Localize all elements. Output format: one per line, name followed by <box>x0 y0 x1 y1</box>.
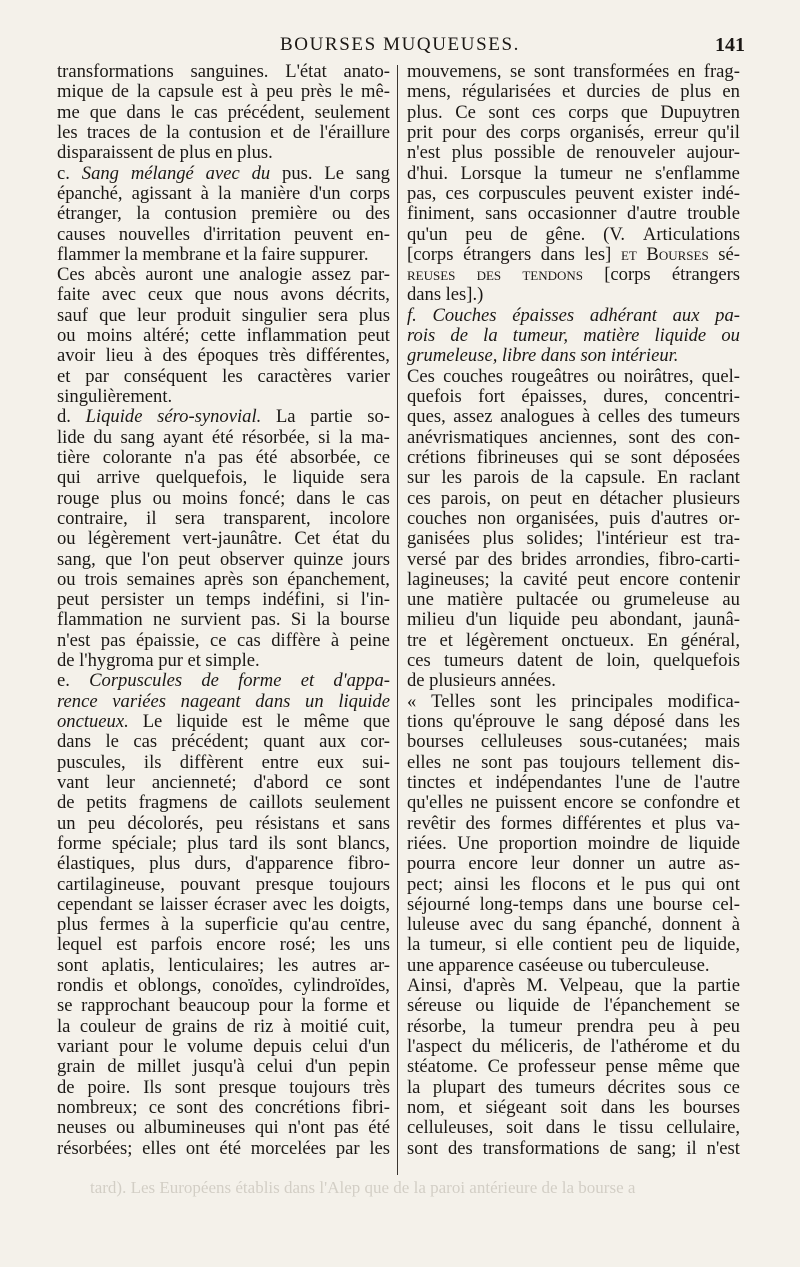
text-line: bourses celluleuses sous-cutanées; mais <box>407 731 740 753</box>
text-line: grumeleuse, libre dans son intérieur. <box>407 345 679 367</box>
text-line: disparaissent de plus en plus. <box>57 142 273 164</box>
text-line: étranger, la contusion première ou des <box>57 203 390 225</box>
text-line: résorbe, la tumeur prendra peu à peu <box>407 1015 740 1037</box>
text-line: une matière pultacée ou grumeleuse au <box>407 589 740 611</box>
text-line: transformations sanguines. L'état anato- <box>57 61 390 82</box>
text-line: forme spéciale; plus tard ils sont blancs, <box>57 832 390 854</box>
text-line: sang, que l'on peut observer quinze jours <box>57 548 390 570</box>
text-line: la tumeur, si elle contient peu de liquide, <box>407 934 740 956</box>
text-line: séjourné long-temps dans une bourse cel- <box>407 893 740 915</box>
running-header <box>55 34 745 62</box>
text-line: singulièrement. <box>57 386 173 407</box>
text-line: finiment, sans occasionner d'autre trouble <box>407 203 740 225</box>
text-line: lequel est parfois encore rosé; les uns <box>57 934 390 956</box>
text-line: Ces couches rougeâtres ou noirâtres, quel- <box>407 365 740 387</box>
text-line: flammer la membrane et la faire suppurer. <box>57 243 369 265</box>
text-line: cartilagineuse, pouvant presque toujours <box>57 873 390 895</box>
text-line: n'est plus possible de renouveler aujour- <box>407 142 740 164</box>
text-line: milieu d'un liquide peu abondant, jaunâ- <box>407 609 740 631</box>
text-line: crétions fibrineuses qui se sont déposées <box>407 446 740 468</box>
text-line: onctueux. Le liquide est le même que <box>57 711 390 732</box>
text-line: ou trois semaines après son épanchement, <box>57 568 390 590</box>
text-line: couches non organisées, puis d'autres or- <box>407 507 740 529</box>
text-line: revêtir des formes différentes et plus va- <box>407 812 740 834</box>
text-line: et par conséquent les caractères varier <box>57 365 390 387</box>
text-line: dans les].) <box>407 284 484 306</box>
running-title: BOURSES MUQUEUSES. <box>280 34 520 55</box>
text-line: Ainsi, d'après M. Velpeau, que la partie <box>407 975 740 997</box>
text-line: ces parois, on peut en détacher plusieurs <box>407 487 740 509</box>
text-line: élastiques, plus durs, d'apparence fibro- <box>57 853 390 875</box>
text-line: flammation ne survient pas. Si la bourse <box>57 609 390 631</box>
text-line: anévrismatiques anciennes, sont des con- <box>407 426 740 448</box>
text-line: peut persister un temps indéfini, si l'in- <box>57 589 390 611</box>
text-line: avoir lieu à des époques très différentes, <box>57 345 390 367</box>
text-line: dans le cas précédent; quant aux cor- <box>57 731 390 753</box>
bleed-through-text: tard). Les Européens établis dans l'Alep que de la paroi antérieure de la bourse a <box>90 1178 636 1197</box>
text-line: pect; ainsi les flocons et le pus qui ont <box>407 873 740 895</box>
text-line: une apparence caséeuse ou tuberculeuse. <box>407 954 710 976</box>
text-line: rois de la tumeur, matière liquide ou <box>407 325 740 347</box>
text-line: qu'elles ne puissent encore se confondre et <box>407 792 740 814</box>
text-line: l'aspect du méliceris, de l'athérome et du <box>407 1036 740 1057</box>
text-line: pas, ces corpuscules peuvent exister indé- <box>407 182 740 204</box>
text-line: n'est pas épaissie, ce cas diffère à peine <box>57 629 390 651</box>
text-line: rence variées nageant dans un liquide <box>57 690 390 712</box>
text-line: qu'un peu de gêne. (V. Articulations <box>407 223 740 245</box>
text-line: sur les parois de la capsule. En raclant <box>407 467 740 489</box>
text-line: pourra encore leur donner un autre as- <box>407 853 740 875</box>
text-line: variant pour le volume depuis celui d'un <box>57 1036 390 1057</box>
text-line: tions qu'éprouve le sang déposé dans les <box>407 711 740 732</box>
page-number: 141 <box>715 34 745 56</box>
text-line: e. Corpuscules de forme et d'appa- <box>57 670 390 692</box>
text-line: se rapprochant beaucoup pour la forme et <box>57 995 390 1017</box>
text-line: f. Couches épaisses adhérant aux pa- <box>407 304 740 326</box>
text-line: ces tumeurs datent de loin, quelquefois <box>407 650 740 672</box>
text-line: sont aplatis, lenticulaires; les autres ar- <box>57 954 390 976</box>
text-line: c. Sang mélangé avec du pus. Le sang <box>57 162 390 184</box>
text-line: un peu décolorés, peu résistans et sans <box>57 812 390 834</box>
text-line: rondis et oblongs, conoïdes, cylindroïdes, <box>57 975 390 997</box>
text-line: mouvemens, se sont transformées en frag- <box>407 61 740 82</box>
text-line: résorbées; elles ont été morcelées par les <box>57 1137 390 1159</box>
text-line: mens, régularisées et durcies de plus en <box>407 81 740 103</box>
text-line: sauf que leur produit singulier sera plus <box>57 304 390 326</box>
text-line: plus fermes à la superficie qu'au centre, <box>57 914 390 936</box>
text-line: me que dans le cas précédent, seulement <box>57 101 390 123</box>
text-line: « Telles sont les principales modifica- <box>407 690 740 712</box>
text-line: neuses ou albumineuses qui n'ont pas été <box>57 1117 390 1139</box>
text-line: la couleur de grains de riz à moitié cuit, <box>57 1015 390 1037</box>
text-line: d. Liquide séro-synovial. La partie so- <box>57 406 390 428</box>
text-line: contraire, il sera transparent, incolore <box>57 507 390 529</box>
text-line: de petits fragmens de caillots seulement <box>57 792 390 814</box>
text-line: plus. Ce sont ces corps que Dupuytren <box>407 101 740 123</box>
text-line: elles ne sont pas toujours tellement dis- <box>407 751 740 773</box>
text-line: vant leur ancienneté; d'abord ce sont <box>57 771 390 793</box>
text-line: versé par des brides arrondies, fibro-carti- <box>407 548 740 570</box>
text-line: qui arrive quelquefois, le liquide sera <box>57 467 390 489</box>
text-line: lide du sang ayant été résorbée, si la ma- <box>57 426 390 448</box>
text-line: celluleuses, soit dans le tissu cellulaire, <box>407 1117 740 1139</box>
text-line: faite avec ceux que nous avons décrits, <box>57 284 390 306</box>
text-line: stéatome. Ce professeur pense même que <box>407 1056 740 1078</box>
text-line: luleuse avec du sang épanché, donnent à <box>407 914 740 936</box>
text-line: les traces de la contusion et de l'éraillure <box>57 121 390 143</box>
left-column <box>57 62 390 1159</box>
text-line: tre et légèrement onctueux. En général, <box>407 629 740 651</box>
text-line: de poire. Ils sont presque toujours très <box>57 1076 390 1098</box>
column-rule <box>397 65 398 1175</box>
text-line: de l'hygroma pur et simple. <box>57 650 260 672</box>
text-line: nombreux; ce sont des concrétions fibri- <box>57 1096 390 1118</box>
text-line: tière colorante n'a pas été absorbée, ce <box>57 446 390 468</box>
text-line: ou légèrement vert-jaunâtre. Cet état du <box>57 528 390 550</box>
text-line: de plusieurs années. <box>407 670 556 692</box>
text-line: mique de la capsule est à peu près le mê- <box>57 81 390 103</box>
text-line: reuses des tendons [corps étrangers <box>407 264 740 286</box>
text-line: [corps étrangers dans les] et Bourses sé- <box>407 243 740 265</box>
text-line: riées. Une proportion moindre de liquide <box>407 832 740 854</box>
text-line: nom, et siégeant soit dans les bourses <box>407 1096 740 1118</box>
text-line: tinctes et indépendantes l'une de l'autre <box>407 771 740 793</box>
text-line: d'hui. Lorsque la tumeur ne s'enflamme <box>407 162 740 184</box>
text-line: sont des transformations de sang; il n'est <box>407 1137 740 1159</box>
text-line: ganisées plus solides; l'intérieur est tra- <box>407 528 740 550</box>
text-line: séreuse ou liquide de l'épanchement se <box>407 995 740 1017</box>
text-line: causes nouvelles d'irritation peuvent en- <box>57 223 390 245</box>
text-line: la plupart des tumeurs décrites sous ce <box>407 1076 740 1098</box>
text-line: quefois fort épaisses, dures, concentri- <box>407 386 740 407</box>
text-line: épanché, agissant à la manière d'un corps <box>57 182 390 204</box>
text-line: Ces abcès auront une analogie assez par- <box>57 264 390 286</box>
right-column <box>407 62 740 1159</box>
text-line: ou moins altéré; cette inflammation peut <box>57 325 390 347</box>
text-line: grain de millet jusqu'à celui d'un pepin <box>57 1056 390 1078</box>
text-line: ques, assez analogues à celles des tumeurs <box>407 406 740 428</box>
text-line: cependant se laisser écraser avec les doigts, <box>57 893 390 915</box>
text-line: lagineuses; la cavité peut encore contenir <box>407 568 740 590</box>
text-line: puscules, ils diffèrent entre eux sui- <box>57 751 390 773</box>
text-line: rouge plus ou moins foncé; dans le cas <box>57 487 390 509</box>
text-line: prit pour des corps organisés, erreur qu'il <box>407 121 740 143</box>
